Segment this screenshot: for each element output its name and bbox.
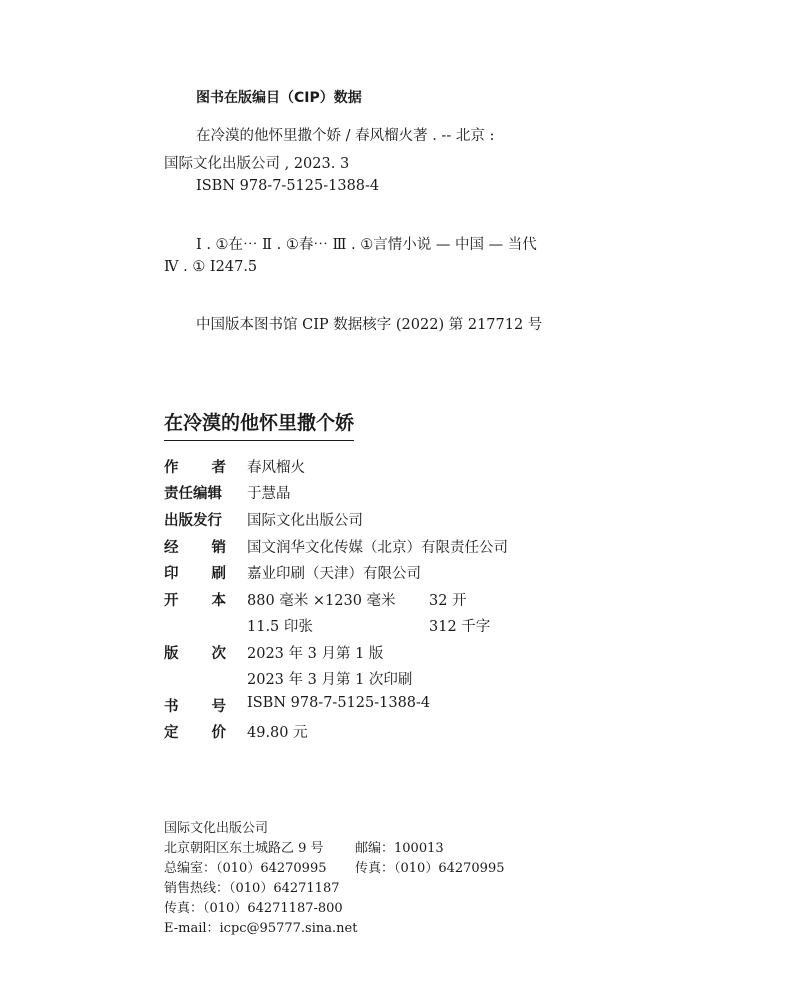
- distributor-label-char-1: 经: [164, 540, 179, 556]
- edition-label-char-1: 版: [164, 646, 179, 662]
- distributor-label: [164, 536, 226, 557]
- isbn-label-char-2: 号: [211, 699, 226, 715]
- publisher-postcode: 邮编：100013: [355, 841, 444, 856]
- format-size-value: 880 毫米 ×1230 毫米: [247, 593, 396, 609]
- editor-label: 责任编辑: [164, 486, 222, 502]
- cip-line-classification: Ⅳ . ① I247.5: [164, 259, 258, 275]
- cip-line-publisher: 国际文化出版公司 , 2023. 3: [164, 156, 350, 172]
- cip-line-subjects: Ⅰ . ①在⋯ Ⅱ . ①春⋯ Ⅲ . ①言情小说 — 中国 — 当代: [196, 237, 537, 253]
- fax-number-1: 传真：（010）64270995: [355, 861, 505, 876]
- editor-value: 于慧晶: [247, 486, 291, 502]
- edition-label: [164, 642, 226, 663]
- distributor-value: 国文润华文化传媒（北京）有限责任公司: [247, 540, 508, 556]
- format-label-char-2: 本: [211, 593, 226, 609]
- isbn-label: [164, 695, 226, 716]
- publisher-label: 出版发行: [164, 513, 222, 529]
- printer-label-char-2: 刷: [211, 566, 226, 582]
- words-value: 312 千字: [429, 619, 491, 635]
- distributor-label-char-2: 销: [211, 540, 226, 556]
- email-address: E-mail：icpc@95777.sina.net: [164, 921, 358, 936]
- publisher-name: 国际文化出版公司: [164, 821, 269, 836]
- sheets-value: 11.5 印张: [247, 619, 313, 635]
- printer-label: [164, 562, 226, 583]
- cip-line-record: 中国版本图书馆 CIP 数据核字 (2022) 第 217712 号: [196, 317, 543, 333]
- book-title: 在冷漠的他怀里撒个娇: [164, 408, 354, 441]
- price-label-char-1: 定: [164, 725, 179, 741]
- cip-line-title: 在冷漠的他怀里撒个娇 / 春风榴火著 . -- 北京 :: [196, 128, 495, 144]
- printer-value: 嘉业印刷（天津）有限公司: [247, 566, 421, 582]
- cip-heading: 图书在版编目（CIP）数据: [196, 90, 362, 106]
- cip-line-isbn: ISBN 978-7-5125-1388-4: [196, 178, 380, 194]
- sales-hotline: 销售热线：（010）64271187: [164, 881, 340, 896]
- editorial-phone: 总编室：（010）64270995: [164, 861, 327, 876]
- fax-number-2: 传真：（010）64271187-800: [164, 901, 343, 916]
- isbn-value: ISBN 978-7-5125-1388-4: [247, 695, 431, 711]
- publisher-address: 北京朝阳区东土城路乙 9 号: [164, 841, 324, 856]
- format-label: [164, 589, 226, 610]
- author-label: [164, 456, 226, 477]
- author-label-char-1: 作: [164, 460, 179, 476]
- author-value: 春风榴火: [247, 460, 305, 476]
- edition-value: 2023 年 3 月第 1 版: [247, 646, 384, 662]
- author-label-char-2: 者: [211, 460, 226, 476]
- price-label-char-2: 价: [211, 725, 226, 741]
- edition-label-char-2: 次: [211, 646, 226, 662]
- price-value: 49.80 元: [247, 725, 308, 741]
- publisher-value: 国际文化出版公司: [247, 513, 363, 529]
- printer-label-char-1: 印: [164, 566, 179, 582]
- format-label-char-1: 开: [164, 593, 179, 609]
- format-kai-value: 32 开: [429, 593, 467, 609]
- isbn-label-char-1: 书: [164, 699, 179, 715]
- price-label: [164, 721, 226, 742]
- printing-value: 2023 年 3 月第 1 次印刷: [247, 672, 413, 688]
